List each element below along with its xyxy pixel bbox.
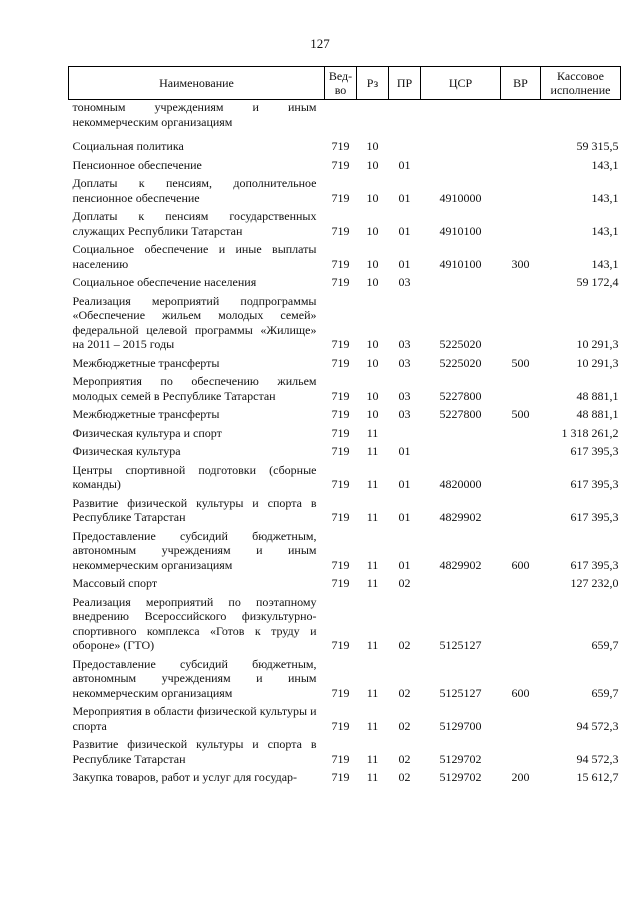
cell-ved: 719 (331, 275, 350, 289)
cell-pr: 01 (398, 256, 411, 271)
page-number: 127 (310, 36, 330, 51)
cell-ved (325, 100, 357, 140)
cell-vr (501, 463, 541, 496)
cell-name: Межбюджетные трансферты (72, 407, 220, 421)
cell-csr: 5129702 (439, 770, 482, 784)
cell-csr (421, 576, 501, 595)
cell-rz: 10 (366, 256, 379, 271)
cell-amount: 94 572,3 (576, 718, 619, 733)
cell-pr: 02 (398, 638, 411, 652)
cell-ved: 719 (331, 638, 350, 652)
cell-name: Массовый спорт (72, 576, 158, 590)
cell-ved: 719 (331, 139, 350, 153)
cell-vr (501, 444, 541, 463)
cell-amount: 659,7 (591, 638, 619, 652)
cell-csr: 5125127 (439, 638, 482, 652)
cell-rz: 10 (366, 223, 379, 238)
table-header (69, 67, 621, 100)
table-row (69, 100, 621, 140)
cell-pr: 02 (398, 718, 411, 733)
cell-pr: 01 (398, 223, 411, 238)
cell-name: Пенсионное обеспечение (72, 157, 202, 172)
cell-pr: 01 (398, 557, 411, 572)
cell-rz: 10 (366, 407, 379, 421)
cell-pr: 01 (398, 444, 411, 458)
cell-pr: 01 (398, 510, 411, 524)
table-row (69, 444, 621, 463)
cell-pr: 01 (398, 477, 411, 491)
cell-pr: 02 (398, 770, 411, 784)
cell-ved: 719 (331, 557, 350, 572)
table-row (69, 463, 621, 496)
budget-table (68, 66, 621, 789)
cell-amount: 617 395,3 (570, 510, 619, 524)
cell-rz: 11 (366, 425, 379, 440)
cell-name: Межбюджетные трансферты (72, 355, 220, 370)
cell-csr: 4829902 (439, 557, 482, 572)
cell-rz: 11 (366, 685, 379, 700)
cell-vr: 300 (511, 256, 530, 271)
cell-csr: 5129702 (439, 751, 482, 766)
cell-amount: 94 572,3 (576, 751, 619, 766)
cell-amount: 1 318 261,2 (561, 425, 619, 440)
cell-pr (389, 100, 421, 140)
cell-name: Развитие физической культуры и спорта в Республике Татарстан (72, 495, 317, 524)
cell-vr: 600 (511, 557, 530, 572)
cell-ved: 719 (331, 190, 350, 205)
cell-ved: 719 (331, 256, 350, 271)
cell-pr (389, 139, 421, 158)
cell-amount: 617 395,3 (570, 557, 619, 572)
cell-ved: 719 (331, 444, 350, 458)
cell-pr: 02 (398, 751, 411, 766)
cell-pr: 03 (398, 355, 411, 370)
cell-rz: 11 (366, 718, 379, 733)
cell-pr (389, 426, 421, 445)
cell-amount: 143,1 (591, 256, 619, 271)
cell-csr (421, 426, 501, 445)
cell-csr (421, 275, 501, 294)
table-row (69, 158, 621, 177)
cell-csr: 4829902 (439, 510, 482, 524)
cell-csr (421, 100, 501, 140)
cell-rz: 10 (366, 388, 379, 403)
cell-pr: 03 (398, 337, 411, 351)
cell-csr (421, 158, 501, 177)
cell-csr (421, 444, 501, 463)
cell-vr (501, 139, 541, 158)
cell-amount: 10 291,3 (576, 337, 619, 351)
cell-name: Центры спортивной подготовки (сборные команды) (72, 462, 317, 491)
header-csr: ЦСР (421, 67, 501, 100)
cell-csr: 5227800 (439, 388, 482, 403)
cell-vr (501, 374, 541, 407)
cell-amount (541, 100, 621, 140)
cell-rz: 10 (366, 190, 379, 205)
table-row (69, 407, 621, 426)
cell-amount: 127 232,0 (570, 576, 619, 590)
header-kas-line2: исполнение (550, 83, 611, 97)
cell-amount: 48 881,1 (576, 407, 619, 421)
cell-amount: 617 395,3 (570, 444, 619, 458)
cell-name: Мероприятия в области физической культуры и спорта (72, 704, 317, 733)
cell-ved: 719 (331, 770, 350, 784)
cell-csr (421, 139, 501, 158)
header-ved (325, 67, 357, 100)
cell-ved: 719 (331, 337, 350, 351)
cell-ved: 719 (331, 751, 350, 766)
table-row (69, 576, 621, 595)
cell-vr (501, 176, 541, 209)
cell-rz: 11 (366, 444, 379, 458)
cell-vr (501, 737, 541, 770)
table-row (69, 529, 621, 577)
cell-amount: 143,1 (591, 223, 619, 238)
table-row (69, 426, 621, 445)
cell-ved: 719 (331, 157, 350, 172)
cell-rz: 11 (366, 638, 379, 652)
cell-vr (501, 275, 541, 294)
cell-pr: 03 (398, 407, 411, 421)
cell-name: Социальное обеспечение населения (72, 275, 257, 289)
table-row (69, 209, 621, 242)
cell-name: Социальное обеспечение и иные выплаты населению (72, 242, 317, 271)
table-row (69, 294, 621, 356)
cell-vr (501, 426, 541, 445)
table-row (69, 770, 621, 789)
cell-name: Предоставление субсидий бюджетным, автономным учреждениям и иным некоммерческим организациям (72, 528, 317, 572)
table-row (69, 595, 621, 657)
cell-ved: 719 (331, 718, 350, 733)
cell-vr (501, 595, 541, 657)
cell-ved: 719 (331, 407, 350, 421)
cell-csr: 4910100 (439, 223, 482, 238)
cell-pr: 03 (398, 275, 411, 289)
cell-vr (501, 209, 541, 242)
cell-ved: 719 (331, 388, 350, 403)
cell-vr: 600 (511, 685, 530, 700)
cell-vr (501, 158, 541, 177)
cell-rz (357, 100, 389, 140)
cell-ved: 719 (331, 355, 350, 370)
table-row (69, 737, 621, 770)
cell-vr (501, 704, 541, 737)
cell-amount: 143,1 (591, 190, 619, 205)
cell-rz: 11 (366, 576, 379, 590)
cell-name: Физическая культура и спорт (72, 425, 222, 440)
cell-ved: 719 (331, 477, 350, 491)
cell-csr: 5225020 (439, 337, 482, 351)
cell-name: Закупка товаров, работ и услуг для государ- (72, 770, 298, 784)
cell-csr: 5225020 (439, 355, 482, 370)
table-row (69, 496, 621, 529)
header-kas-line1: Кассовое (557, 69, 604, 83)
cell-csr: 5125127 (439, 685, 482, 700)
cell-vr (501, 100, 541, 140)
header-ved-line2: во (334, 83, 347, 97)
cell-pr: 02 (398, 685, 411, 700)
cell-pr: 01 (398, 157, 411, 172)
cell-vr (501, 496, 541, 529)
cell-vr (501, 576, 541, 595)
cell-amount: 15 612,7 (576, 770, 619, 784)
cell-rz: 11 (366, 510, 379, 524)
cell-rz: 10 (366, 355, 379, 370)
cell-name: Реализация мероприятий по поэтапному внедрению Всероссийского физкультурно-спортивного комплекса «Готов к труду и обороне» (ГТО) (72, 594, 317, 652)
cell-amount: 59 172,4 (576, 275, 619, 289)
header-kas (541, 67, 621, 100)
cell-rz: 11 (366, 770, 379, 784)
table-body (69, 100, 621, 789)
table-row (69, 356, 621, 375)
cell-amount: 59 315,5 (576, 139, 619, 153)
cell-rz: 10 (366, 157, 379, 172)
cell-ved: 719 (331, 510, 350, 524)
cell-name: Доплаты к пенсиям, дополнительное пенсионное обеспечение (72, 176, 317, 205)
cell-csr: 5129700 (439, 718, 482, 733)
cell-name: Физическая культура (72, 444, 181, 458)
header-rz: Рз (357, 67, 389, 100)
cell-name: Предоставление субсидий бюджетным, автономным учреждениям и иным некоммерческим организациям (72, 656, 317, 700)
cell-rz: 11 (366, 557, 379, 572)
cell-rz: 11 (366, 477, 379, 491)
table-row (69, 275, 621, 294)
table-row (69, 704, 621, 737)
cell-vr: 500 (511, 407, 530, 421)
cell-ved: 719 (331, 223, 350, 238)
table-row (69, 139, 621, 158)
cell-amount: 617 395,3 (570, 477, 619, 491)
table-row (69, 176, 621, 209)
cell-rz: 10 (366, 275, 379, 289)
cell-rz: 11 (366, 751, 379, 766)
header-pr: ПР (389, 67, 421, 100)
cell-amount: 10 291,3 (576, 355, 619, 370)
cell-amount: 48 881,1 (576, 388, 619, 403)
cell-amount: 143,1 (591, 157, 619, 172)
table-row (69, 657, 621, 705)
cell-name: Развитие физической культуры и спорта в Республике Татарстан (72, 737, 317, 766)
cell-ved: 719 (331, 425, 350, 440)
cell-csr: 4910000 (439, 190, 482, 205)
cell-vr: 200 (511, 770, 530, 784)
cell-rz: 10 (366, 337, 379, 351)
cell-name: тономным учреждениям и иным некоммерческим организациям (72, 100, 317, 129)
cell-ved: 719 (331, 576, 350, 590)
cell-csr: 4820000 (439, 477, 482, 491)
cell-vr (501, 294, 541, 356)
cell-pr: 03 (398, 388, 411, 403)
cell-pr: 01 (398, 190, 411, 205)
cell-pr: 02 (398, 576, 411, 590)
cell-name: Доплаты к пенсиям государственных служащих Республики Татарстан (72, 209, 317, 238)
table-row (69, 374, 621, 407)
cell-rz: 10 (366, 139, 379, 153)
header-name: Наименование (69, 67, 325, 100)
table-row (69, 242, 621, 275)
cell-csr: 5227800 (439, 407, 482, 421)
cell-vr: 500 (511, 355, 530, 370)
cell-csr: 4910100 (439, 256, 482, 271)
header-ved-line1: Вед- (328, 69, 353, 83)
cell-name: Социальная политика (72, 139, 184, 153)
header-vr: ВР (501, 67, 541, 100)
cell-ved: 719 (331, 685, 350, 700)
cell-name: Реализация мероприятий подпрограммы «Обеспечение жильем молодых семей» федеральной целевой программы «Жилище» на 2011 – 2015 годы (72, 293, 317, 351)
cell-amount: 659,7 (591, 685, 619, 700)
cell-name: Мероприятия по обеспечению жильем молодых семей в Республике Татарстан (72, 374, 317, 403)
